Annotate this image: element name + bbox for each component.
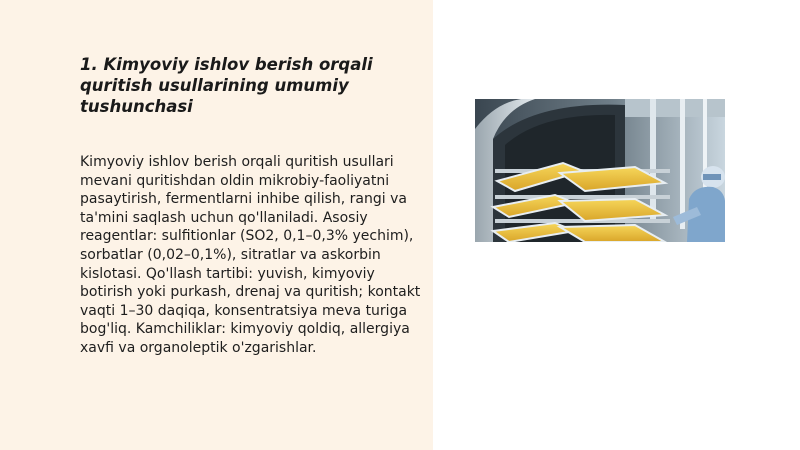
drying-chamber-photo [475, 99, 725, 242]
drying-chamber-illustration [475, 99, 725, 242]
slide-body-text: Kimyoviy ishlov berish orqali quritish usullari mevani quritishdan oldin mikrobiy-faoliyatni pasaytirish, fermentlarni inhibe qilish, rangi va ta'mini saqlash uchun qo'llaniladi. Asosiy reagentlar: sulfitionlar (SO2, 0,1–0,3% yechim), sorbatlar (0,02–0,1%), sitratlar va askorbin kislotasi. Qo'llash tartibi: yuvish, kimyoviy botirish yoki purkash, drenaj va quritish; kontakt vaqti 1–30 daqiqa, konsentratsiya meva turiga bog'liq. Kamchiliklar: kimyoviy qoldiq, allergiya xavfi va organoleptik o'zgarishlar. [80, 154, 421, 356]
slide-title: 1. Kimyoviy ishlov berish orqali quritish usullarining umumiy tushunchasi [80, 55, 373, 116]
